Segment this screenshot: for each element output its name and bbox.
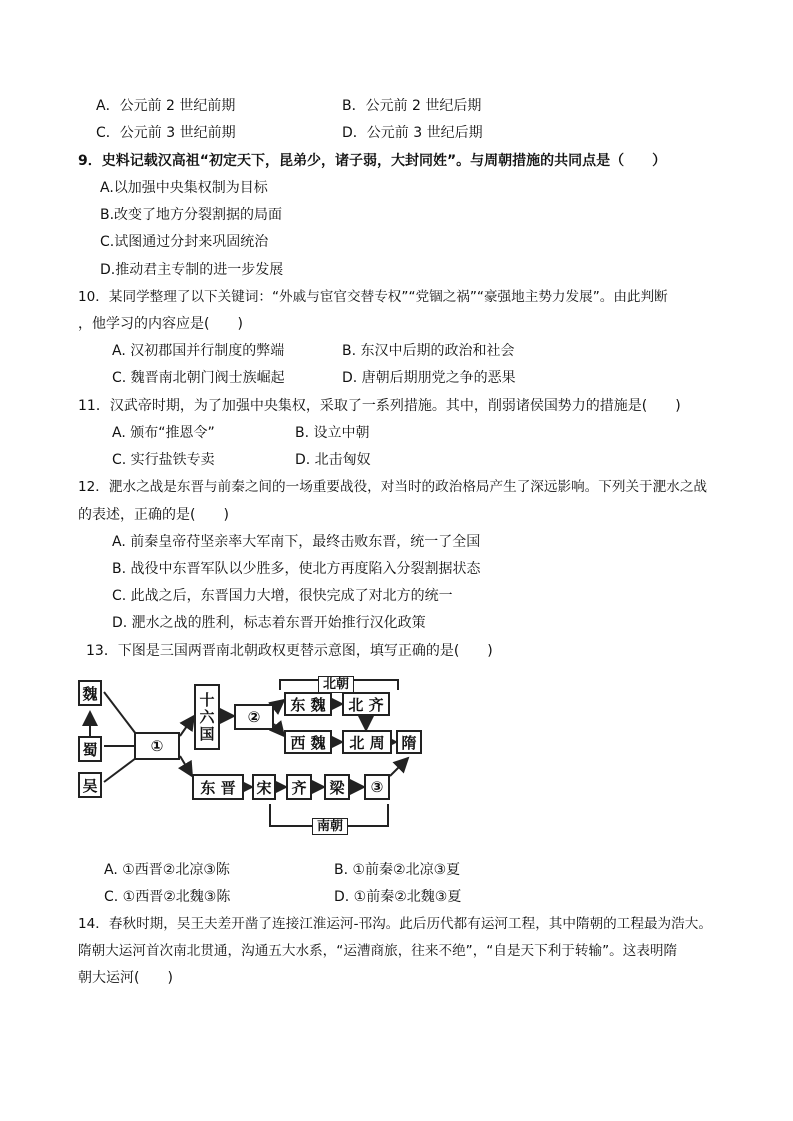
dynasty-succession-diagram (78, 676, 438, 836)
wu-label: 吴 (82, 776, 98, 795)
q12-option-c: C. 此战之后，东晋国力大增，很快完成了对北方的统一 (112, 588, 453, 604)
q9-option-b: B.改变了地方分裂割据的局面 (100, 207, 283, 223)
q11-stem: 11．汉武帝时期，为了加强中央集权，采取了一系列措施。其中，削弱诸侯国势力的措施是( ) (78, 398, 681, 414)
q9-option-c: C.试图通过分封来巩固统治 (100, 234, 269, 250)
q11-option-a: A. 颁布“推恩令” (112, 425, 215, 441)
shiliuguo-label: 十六国 (197, 691, 216, 743)
q14-line1: 14．春秋时期，吴王夫差开凿了连接江淮运河-邗沟。此后历代都有运河工程，其中隋朝的工程最为浩大。 (78, 916, 712, 932)
q14-line3: 朝大运河( ) (78, 970, 173, 986)
q13-option-c: C. ①西晋②北魏③陈 (104, 889, 231, 905)
q10-option-c: C. 魏晋南北朝门阀士族崛起 (112, 370, 285, 386)
sui-label: 隋 (401, 733, 417, 752)
dongwei-label: 东 魏 (290, 695, 326, 714)
q8-option-b: B．公元前 2 世纪后期 (342, 98, 482, 114)
xiwei-box (284, 730, 332, 754)
q12-stem-line1: 12．淝水之战是东晋与前秦之间的一场重要战役，对当时的政治格局产生了深远影响。下列关于淝水之战 (78, 479, 708, 495)
q11-option-b: B. 设立中朝 (295, 425, 370, 441)
south-dynasties-label: 南朝 (312, 818, 348, 835)
beizhou-box (342, 730, 392, 754)
q10-stem-line2: ，他学习的内容应是( ) (78, 316, 243, 332)
liang-box (324, 774, 350, 800)
q8-option-c: C．公元前 3 世纪前期 (96, 125, 236, 141)
q10-option-d: D. 唐朝后期朋党之争的恶果 (342, 370, 516, 386)
xiwei-label: 西 魏 (290, 733, 326, 752)
qi-box (286, 774, 312, 800)
q8-option-a: A．公元前 2 世纪前期 (96, 98, 236, 114)
q12-option-b: B. 战役中东晋军队以少胜多，使北方再度陷入分裂割据状态 (112, 561, 481, 577)
wei-box (78, 680, 102, 706)
sui-box (396, 730, 422, 754)
q11-option-c: C. 实行盐铁专卖 (112, 452, 215, 468)
q13-stem: 13．下图是三国两晋南北朝政权更替示意图，填写正确的是( ) (86, 643, 493, 659)
q13-option-d: D. ①前秦②北魏③夏 (334, 889, 462, 905)
qi-label: 齐 (291, 778, 307, 797)
q9-option-d: D.推动君主专制的进一步发展 (100, 262, 284, 278)
q13-option-a: A. ①西晋②北凉③陈 (104, 862, 230, 878)
beiqi-box (342, 692, 390, 716)
beiqi-label: 北 齐 (348, 695, 384, 714)
north-dynasties-label: 北朝 (318, 676, 354, 693)
beizhou-label: 北 周 (349, 733, 385, 752)
q11-option-d: D. 北击匈奴 (295, 452, 371, 468)
wei-label: 魏 (82, 684, 98, 703)
q9-stem: 9．史料记载汉高祖“初定天下，昆弟少，诸子弱，大封同姓”。与周朝措施的共同点是（ ） (78, 153, 667, 169)
circle-3-box (364, 774, 390, 800)
q12-option-d: D. 淝水之战的胜利，标志着东晋开始推行汉化政策 (112, 615, 426, 631)
dongjin-box (192, 774, 244, 800)
song-label: 宋 (256, 778, 272, 797)
q8-option-d: D．公元前 3 世纪后期 (342, 125, 483, 141)
shu-box (78, 736, 102, 762)
circle-1-label: ① (150, 737, 164, 755)
liang-label: 梁 (329, 778, 345, 797)
q10-stem-line1: 10．某同学整理了以下关键词：“外戚与宦官交替专权”“党锢之祸”“豪强地主势力发展”。由此判断 (78, 289, 668, 305)
q10-option-b: B. 东汉中后期的政治和社会 (342, 343, 515, 359)
circle-2-box (234, 704, 274, 730)
circle-1-box (134, 732, 180, 760)
circle-3-label: ③ (370, 778, 384, 796)
circle-2-label: ② (247, 708, 261, 726)
dongjin-label: 东 晋 (200, 778, 236, 797)
q12-stem-line2: 的表述，正确的是( ) (78, 507, 229, 523)
q12-option-a: A. 前秦皇帝苻坚亲率大军南下，最终击败东晋，统一了全国 (112, 534, 481, 550)
q9-option-a: A.以加强中央集权制为目标 (100, 180, 268, 196)
song-box (252, 774, 276, 800)
q13-option-b: B. ①前秦②北凉③夏 (334, 862, 461, 878)
shiliuguo-box (194, 684, 220, 750)
wu-box (78, 772, 102, 798)
q14-line2: 隋朝大运河首次南北贯通，沟通五大水系，“运漕商旅，往来不绝”，“自是天下利于转输”。这表明隋 (78, 943, 678, 959)
shu-label: 蜀 (82, 740, 98, 759)
dongwei-box (284, 692, 332, 716)
q10-option-a: A. 汉初郡国并行制度的弊端 (112, 343, 285, 359)
